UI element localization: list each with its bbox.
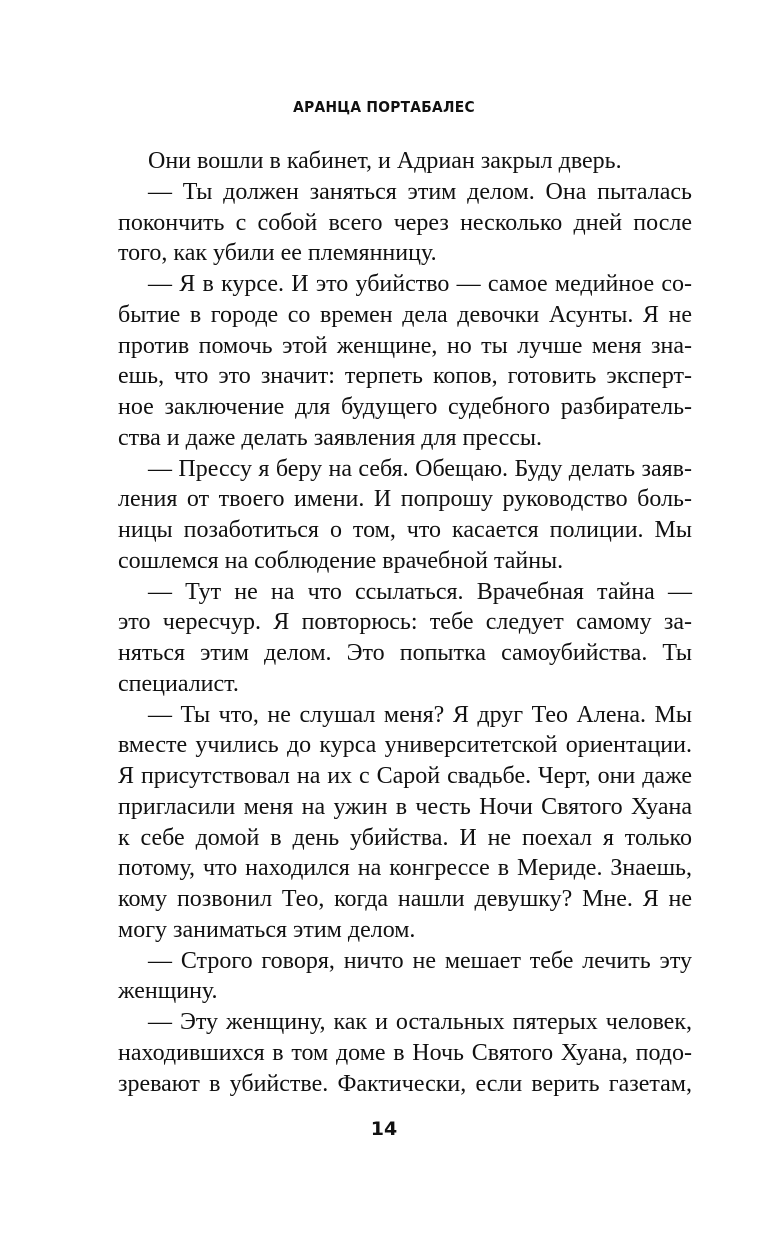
- text-line: находившихся в том доме в Ночь Святого Хуана, подо-: [118, 1039, 692, 1066]
- text-line: покончить с собой всего через несколько дней после: [118, 209, 692, 236]
- text-line: — Строго говоря, ничто не мешает тебе лечить эту: [148, 947, 692, 974]
- text-line: Они вошли в кабинет, и Адриан закрыл дверь.: [148, 148, 622, 174]
- text-line: это чересчур. Я повторюсь: тебе следует самому за-: [118, 609, 692, 636]
- text-line: сошлемся на соблюдение врачебной тайны.: [118, 547, 564, 574]
- text-line: против помочь этой женщине, но ты лучше меня зна-: [118, 332, 692, 359]
- text-line: зревают в убийстве. Фактически, если верить газетам,: [118, 1070, 692, 1097]
- running-head-author: АРАНЦА ПОРТАБАЛЕС: [293, 98, 475, 116]
- text-line: ное заключение для будущего судебного разбиратель-: [118, 394, 692, 420]
- text-line: — Прессу я беру на себя. Обещаю. Буду делать заяв-: [148, 455, 692, 482]
- text-line: вместе учились до курса университетской ориентации.: [118, 732, 692, 759]
- text-line: няться этим делом. Это попытка самоубийства. Ты: [118, 640, 692, 666]
- text-line: специалист.: [118, 670, 239, 697]
- body-text: [118, 146, 692, 1099]
- text-line: ства и даже делать заявления для прессы.: [118, 424, 543, 451]
- text-line: — Тут не на что ссылаться. Врачебная тайна —: [148, 578, 692, 605]
- text-line: — Я в курсе. И это убийство — самое медийное со-: [148, 271, 692, 297]
- text-line: женщину.: [118, 978, 218, 1005]
- text-line: к себе домой в день убийства. И не поехал я только: [118, 824, 692, 851]
- text-line: ешь, что это значит: терпеть копов, готовить эксперт-: [118, 363, 692, 390]
- text-line: — Эту женщину, как и остальных пятерых человек,: [148, 1009, 692, 1035]
- text-line: могу заниматься этим делом.: [118, 916, 416, 943]
- text-line: ницы позаботиться о том, что касается полиции. Мы: [118, 517, 692, 543]
- text-line: бытие в городе со времен дела девочки Асунты. Я не: [118, 301, 692, 328]
- text-line: кому позвонил Тео, когда нашли девушку? Мне. Я не: [118, 886, 692, 912]
- text-line: ления от твоего имени. И попрошу руководство боль-: [118, 486, 692, 513]
- text-line: того, как убили ее племянницу.: [118, 240, 437, 267]
- text-line: потому, что находился на конгрессе в Мериде. Знаешь,: [118, 855, 692, 882]
- page-number: 14: [370, 1118, 398, 1140]
- text-line: — Ты должен заняться этим делом. Она пыталась: [148, 178, 692, 205]
- text-line: — Ты что, не слушал меня? Я друг Тео Алена. Мы: [148, 701, 692, 728]
- text-line: Я присутствовал на их с Сарой свадьбе. Черт, они даже: [118, 763, 692, 789]
- text-line: пригласили меня на ужин в честь Ночи Святого Хуана: [118, 793, 692, 820]
